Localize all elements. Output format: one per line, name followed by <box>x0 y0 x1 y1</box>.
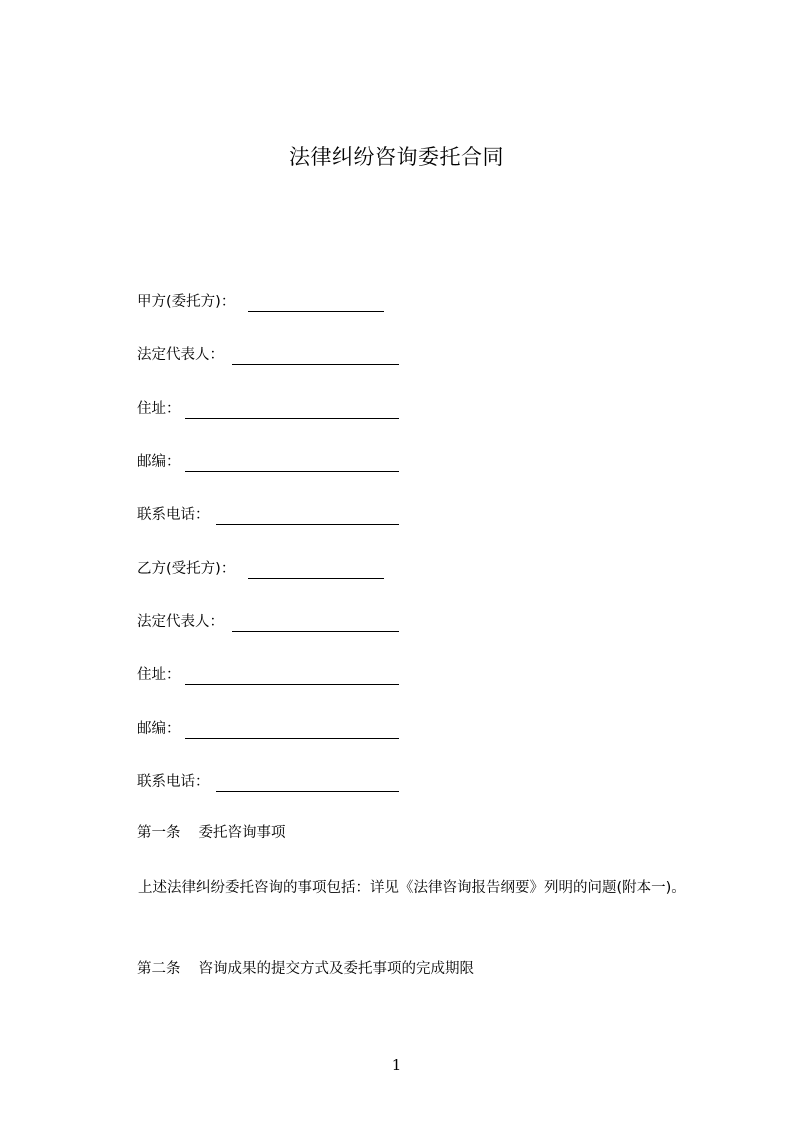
party-b-postcode-field <box>137 717 181 741</box>
party-a-representative-label: 法定代表人： <box>137 347 224 363</box>
article-2-heading <box>137 957 474 981</box>
article-1-title: 委托咨询事项 <box>198 825 286 841</box>
party-a-postcode-field <box>137 450 181 474</box>
party-b-address-blank-line <box>185 663 399 685</box>
party-a-address-blank-line <box>185 397 399 419</box>
article-1-number: 第一条 <box>137 825 181 841</box>
document-title: 法律纠纷咨询委托合同 <box>289 145 504 169</box>
party-b-postcode-label: 邮编： <box>137 721 181 737</box>
party-a-postcode-blank-line <box>185 450 399 472</box>
party-b-address-field <box>137 663 181 687</box>
article-1-body: 上述法律纠纷委托咨询的事项包括：详见《法律咨询报告纲要》列明的问题(附本一)。 <box>138 880 686 896</box>
party-a-phone-label: 联系电话： <box>137 507 210 523</box>
party-b-phone-label: 联系电话： <box>137 774 210 790</box>
party-b-phone-blank-line <box>216 770 399 792</box>
party-b-address-label: 住址： <box>137 667 181 683</box>
party-a-address-field <box>137 397 181 421</box>
party-a-postcode-label: 邮编： <box>137 454 181 470</box>
party-a-phone-blank-line <box>216 503 399 525</box>
party-a-field <box>137 290 235 314</box>
party-b-postcode-blank-line <box>185 717 399 739</box>
party-b-representative-blank-line <box>232 610 399 632</box>
party-b-representative-label: 法定代表人： <box>137 614 224 630</box>
party-b-phone-field <box>137 770 210 794</box>
party-a-blank-line <box>248 290 384 312</box>
party-b-label: 乙方(受托方)： <box>137 561 236 577</box>
party-b-blank-line <box>248 557 384 579</box>
party-a-phone-field <box>137 503 210 527</box>
party-b-representative-field <box>137 610 224 634</box>
party-b-field <box>137 557 235 581</box>
article-2-title: 咨询成果的提交方式及委托事项的完成期限 <box>198 961 474 977</box>
party-a-label: 甲方(委托方)： <box>137 294 236 310</box>
article-1-heading <box>137 821 286 845</box>
article-2-number: 第二条 <box>137 961 181 977</box>
party-a-representative-field <box>137 343 224 367</box>
party-a-address-label: 住址： <box>137 401 181 417</box>
party-a-representative-blank-line <box>232 343 399 365</box>
page-number: 1 <box>391 1056 402 1074</box>
